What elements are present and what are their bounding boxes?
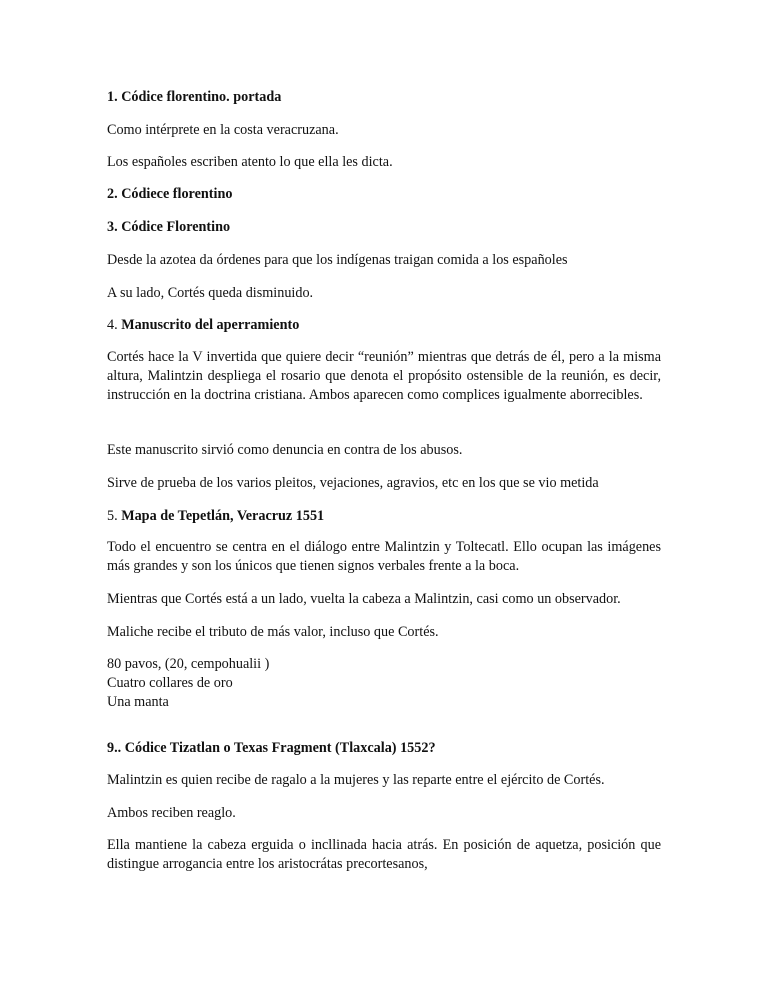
tribute-list — [107, 655, 661, 712]
paragraph: Maliche recibe el tributo de más valor, incluso que Cortés. — [107, 624, 439, 640]
heading-2: 2. Códiece florentino — [107, 186, 233, 202]
list-item: Una manta — [107, 694, 169, 710]
heading-title: Mapa de Tepetlán, Veracruz 1551 — [121, 508, 325, 524]
heading-1: 1. Códice florentino. portada — [107, 89, 282, 105]
heading-9: 9.. Códice Tizatlan o Texas Fragment (Tlaxcala) 1552? — [107, 740, 436, 756]
paragraph: A su lado, Cortés queda disminuido. — [107, 285, 314, 301]
paragraph: Sirve de prueba de los varios pleitos, vejaciones, agravios, etc en los que se vio metida — [107, 475, 599, 491]
paragraph: Desde la azotea da órdenes para que los indígenas traigan comida a los españoles — [107, 252, 568, 268]
heading-5 — [107, 507, 661, 526]
paragraph: Los españoles escriben atento lo que ella les dicta. — [107, 154, 393, 170]
heading-3: 3. Códice Florentino — [107, 219, 231, 235]
heading-number: 5. — [107, 508, 122, 524]
paragraph: Ella mantiene la cabeza erguida o incllinada hacia atrás. En posición de aquetza, posición que distingue arrogancia entre los aristocrátas precortesanos, — [107, 837, 661, 872]
heading-4 — [107, 316, 661, 335]
paragraph: Mientras que Cortés está a un lado, vuelta la cabeza a Malintzin, casi como un observador. — [107, 591, 621, 607]
paragraph: Todo el encuentro se centra en el diálogo entre Malintzin y Toltecatl. Ello ocupan las imágenes más grandes y son los únicos que tienen signos verbales frente a la boca. — [107, 539, 661, 574]
heading-number: 4. — [107, 317, 122, 333]
paragraph: Cortés hace la V invertida que quiere decir “reunión” mientras que detrás de él, pero a la misma altura, Malintzin despliega el rosario que denota el propósito ostensible de la reunión, es decir, instrucción en la doctrina cristiana. Ambos aparecen como complices igualmente aborrecibles. — [107, 349, 661, 403]
paragraph: Como intérprete en la costa veracruzana. — [107, 122, 339, 138]
paragraph: Este manuscrito sirvió como denuncia en contra de los abusos. — [107, 442, 463, 458]
paragraph: Ambos reciben reaglo. — [107, 805, 236, 821]
heading-title: Manuscrito del aperramiento — [121, 317, 300, 333]
list-item: 80 pavos, (20, cempohualii ) — [107, 656, 270, 672]
paragraph: Malintzin es quien recibe de ragalo a la mujeres y las reparte entre el ejército de Cortés. — [107, 772, 605, 788]
list-item: Cuatro collares de oro — [107, 675, 233, 691]
